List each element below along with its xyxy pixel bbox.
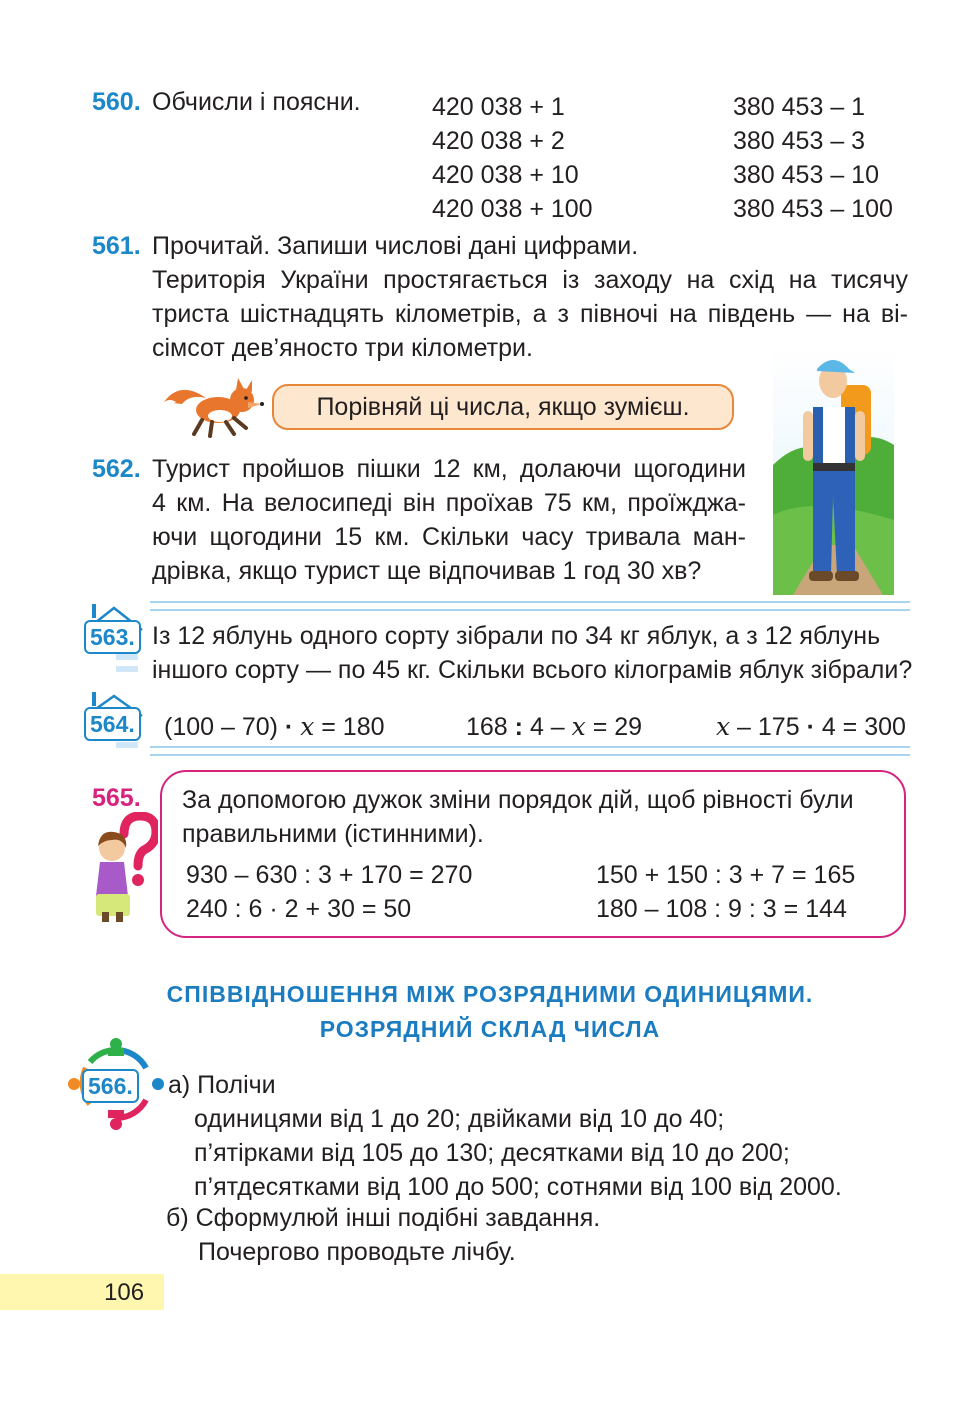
equation-564-1: (100 – 70) · x = 180: [164, 712, 385, 741]
equation-565-4: 180 – 108 : 9 : 3 = 144: [596, 895, 847, 923]
exercise-566-line-3: п’ятірками від 105 до 130; десятками від 10 до 200;: [194, 1139, 790, 1167]
exercise-561-line-4: сімсот дев’яносто три кілометри.: [152, 334, 533, 362]
exercise-566-line-6: Почергово проводьте лічбу.: [198, 1238, 516, 1266]
section-heading-line-2: РОЗРЯДНИЙ СКЛАД ЧИСЛА: [319, 1016, 661, 1042]
divider-line: [150, 601, 910, 611]
girl-question-illustration: [88, 812, 158, 924]
exercise-566-line-4: п’ятдесятками від 100 до 500; сотнями від 100 від 2000.: [194, 1173, 842, 1201]
tourist-illustration: [773, 345, 894, 595]
hint-bubble: Порівняй ці числа, якщо зумієш.: [272, 384, 734, 430]
exercise-561-line-3: триста шістнадцять кілометрів, а з півночі на південь — на ві-: [152, 300, 908, 328]
exercise-566-line-1: а) Полічи: [168, 1071, 276, 1099]
exercise-number-560: 560.: [92, 88, 141, 116]
expr-560-a2: 420 038 + 2: [432, 127, 565, 155]
expr-560-a4: 420 038 + 100: [432, 195, 593, 223]
exercise-number-563: 563.: [84, 620, 141, 654]
exercise-565-line-2: правильними (істинними).: [182, 820, 484, 848]
exercise-number-566: 566.: [82, 1069, 139, 1103]
expr-560-b2: 380 453 – 3: [733, 127, 866, 155]
exercise-562-line-2: 4 км. На велосипеді він проїхав 75 км, проїжджа-: [152, 489, 746, 517]
equation-564-3: x – 175 · 4 = 300: [716, 712, 906, 741]
page-number: 106: [104, 1279, 145, 1306]
exercise-562-line-1: Турист пройшов пішки 12 км, долаючи щогодини: [152, 455, 746, 483]
exercise-562-line-3: ючи щогодини 15 км. Скільки часу тривала ман-: [152, 523, 746, 551]
fox-illustration: [160, 372, 270, 440]
exercise-number-565: 565.: [92, 784, 141, 812]
divider-line: [150, 746, 910, 756]
exercise-566-line-2: одиницями від 1 до 20; двійками від 10 до 40;: [194, 1105, 725, 1133]
expr-560-b4: 380 453 – 100: [733, 195, 893, 223]
exercise-560-task: Обчисли і поясни.: [152, 88, 361, 116]
equation-565-3: 240 : 6 · 2 + 30 = 50: [186, 895, 412, 923]
exercise-563-line-2: іншого сорту — по 45 кг. Скільки всього кілограмів яблук зібрали?: [152, 656, 913, 684]
exercise-561-line-1: Прочитай. Запиши числові дані цифрами.: [152, 232, 639, 260]
exercise-566-line-5: б) Сформулюй інші подібні завдання.: [166, 1204, 601, 1232]
equation-565-2: 150 + 150 : 3 + 7 = 165: [596, 861, 856, 889]
exercise-563-line-1: Із 12 яблунь одного сорту зібрали по 34 кг яблук, а з 12 яблунь: [152, 622, 881, 650]
exercise-562-line-4: дрівка, якщо турист ще відпочивав 1 год 30 хв?: [152, 557, 702, 585]
expr-560-b3: 380 453 – 10: [733, 161, 879, 189]
equation-565-1: 930 – 630 : 3 + 170 = 270: [186, 861, 473, 889]
exercise-number-561: 561.: [92, 232, 141, 260]
expr-560-a3: 420 038 + 10: [432, 161, 579, 189]
equation-564-2: 168 : 4 – x = 29: [466, 712, 643, 741]
exercise-number-562: 562.: [92, 455, 141, 483]
expr-560-a1: 420 038 + 1: [432, 93, 565, 121]
exercise-number-564: 564.: [84, 707, 141, 741]
expr-560-b1: 380 453 – 1: [733, 93, 866, 121]
exercise-561-line-2: Територія України простягається із заходу на схід на тисячу: [152, 266, 908, 294]
exercise-565-line-1: За допомогою дужок зміни порядок дій, щоб рівності були: [182, 786, 854, 814]
section-heading-line-1: СПІВВІДНОШЕННЯ МІЖ РОЗРЯДНИМИ ОДИНИЦЯМИ.: [166, 981, 814, 1007]
